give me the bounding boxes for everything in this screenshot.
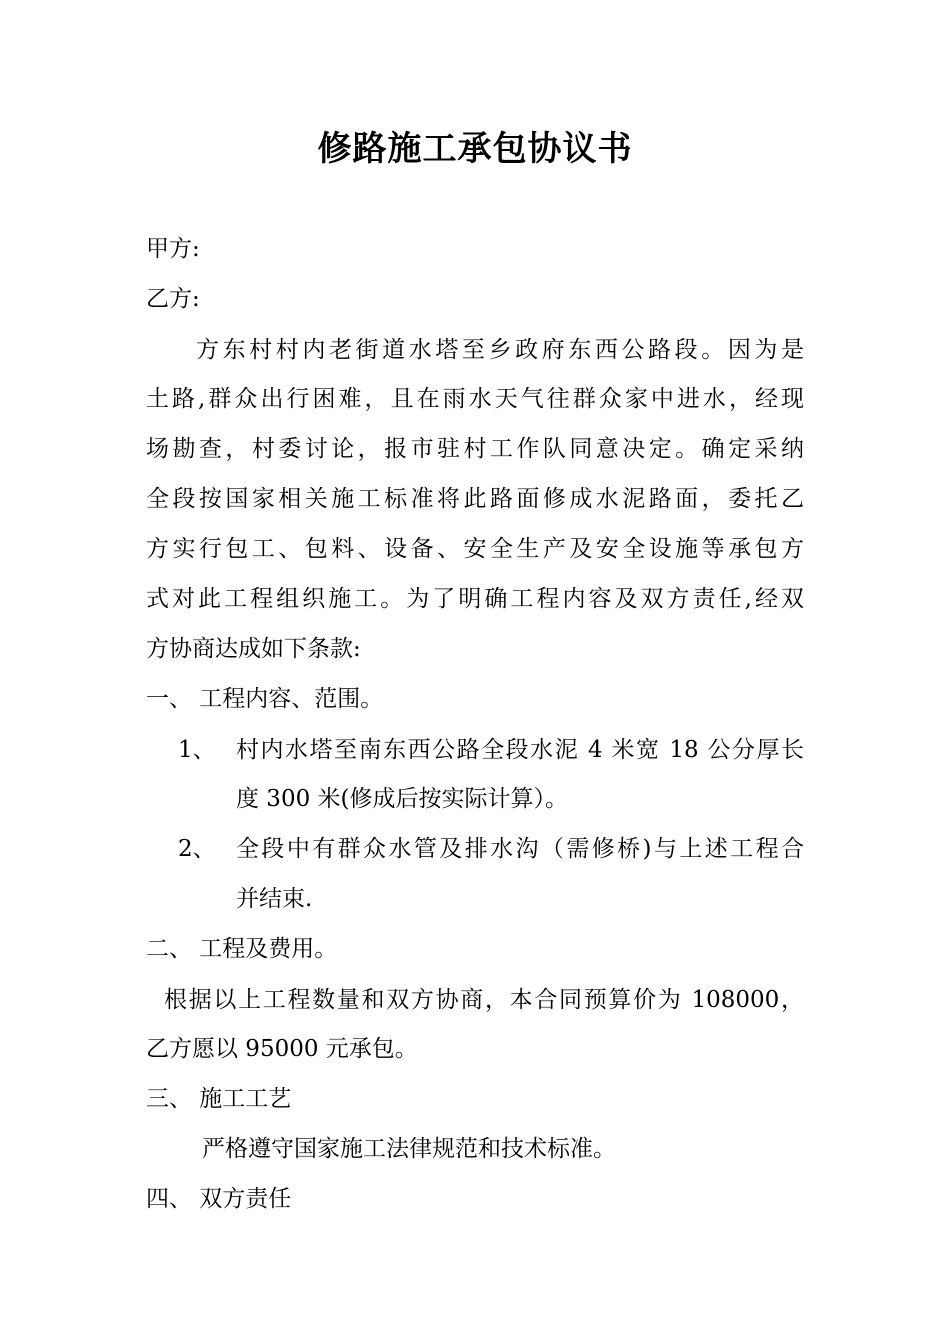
section-3-heading: 三、 施工工艺	[146, 1086, 292, 1112]
section-4-heading: 四、 双方责任	[146, 1186, 292, 1212]
section-3-body: 严格遵守国家施工法律规范和技术标准。	[202, 1136, 616, 1162]
item-1-line1: 村内水塔至南东西公路全段水泥 4 米宽 18 公分厚长	[236, 737, 804, 763]
intro-line: 方协商达成如下条款:	[146, 636, 361, 662]
item-1-line2: 度 300 米(修成后按实际计算）。	[236, 786, 568, 812]
item-2-line1: 全段中有群众水管及排水沟（需修桥)与上述工程合	[236, 836, 804, 862]
item-1-number: 1、	[178, 737, 216, 763]
party-b-label: 乙方:	[146, 286, 200, 312]
section-1-heading: 一、 工程内容、范围。	[146, 686, 384, 712]
intro-line: 全段按国家相关施工标准将此路面修成水泥路面，委托乙	[146, 486, 804, 512]
intro-line: 方实行包工、包料、设备、安全生产及安全设施等承包方	[146, 536, 804, 562]
intro-line: 方东村村内老街道水塔至乡政府东西公路段。因为是	[196, 337, 804, 363]
item-2-number: 2、	[178, 836, 216, 862]
party-a-label: 甲方:	[146, 236, 200, 262]
intro-line: 式对此工程组织施工。为了明确工程内容及双方责任,经双	[146, 586, 804, 612]
intro-line: 土路,群众出行困难，且在雨水天气往群众家中进水，经现	[146, 386, 804, 412]
section-2-line1: 根据以上工程数量和双方协商，本合同预算价为 108000，	[164, 987, 804, 1013]
intro-line: 场勘查，村委讨论，报市驻村工作队同意决定。确定采纳	[146, 436, 804, 462]
section-2-line2: 乙方愿以 95000 元承包。	[146, 1036, 418, 1062]
document-title: 修路施工承包协议书	[317, 129, 633, 169]
section-2-heading: 二、 工程及费用。	[146, 936, 338, 962]
item-2-line2: 并结束.	[236, 886, 313, 912]
